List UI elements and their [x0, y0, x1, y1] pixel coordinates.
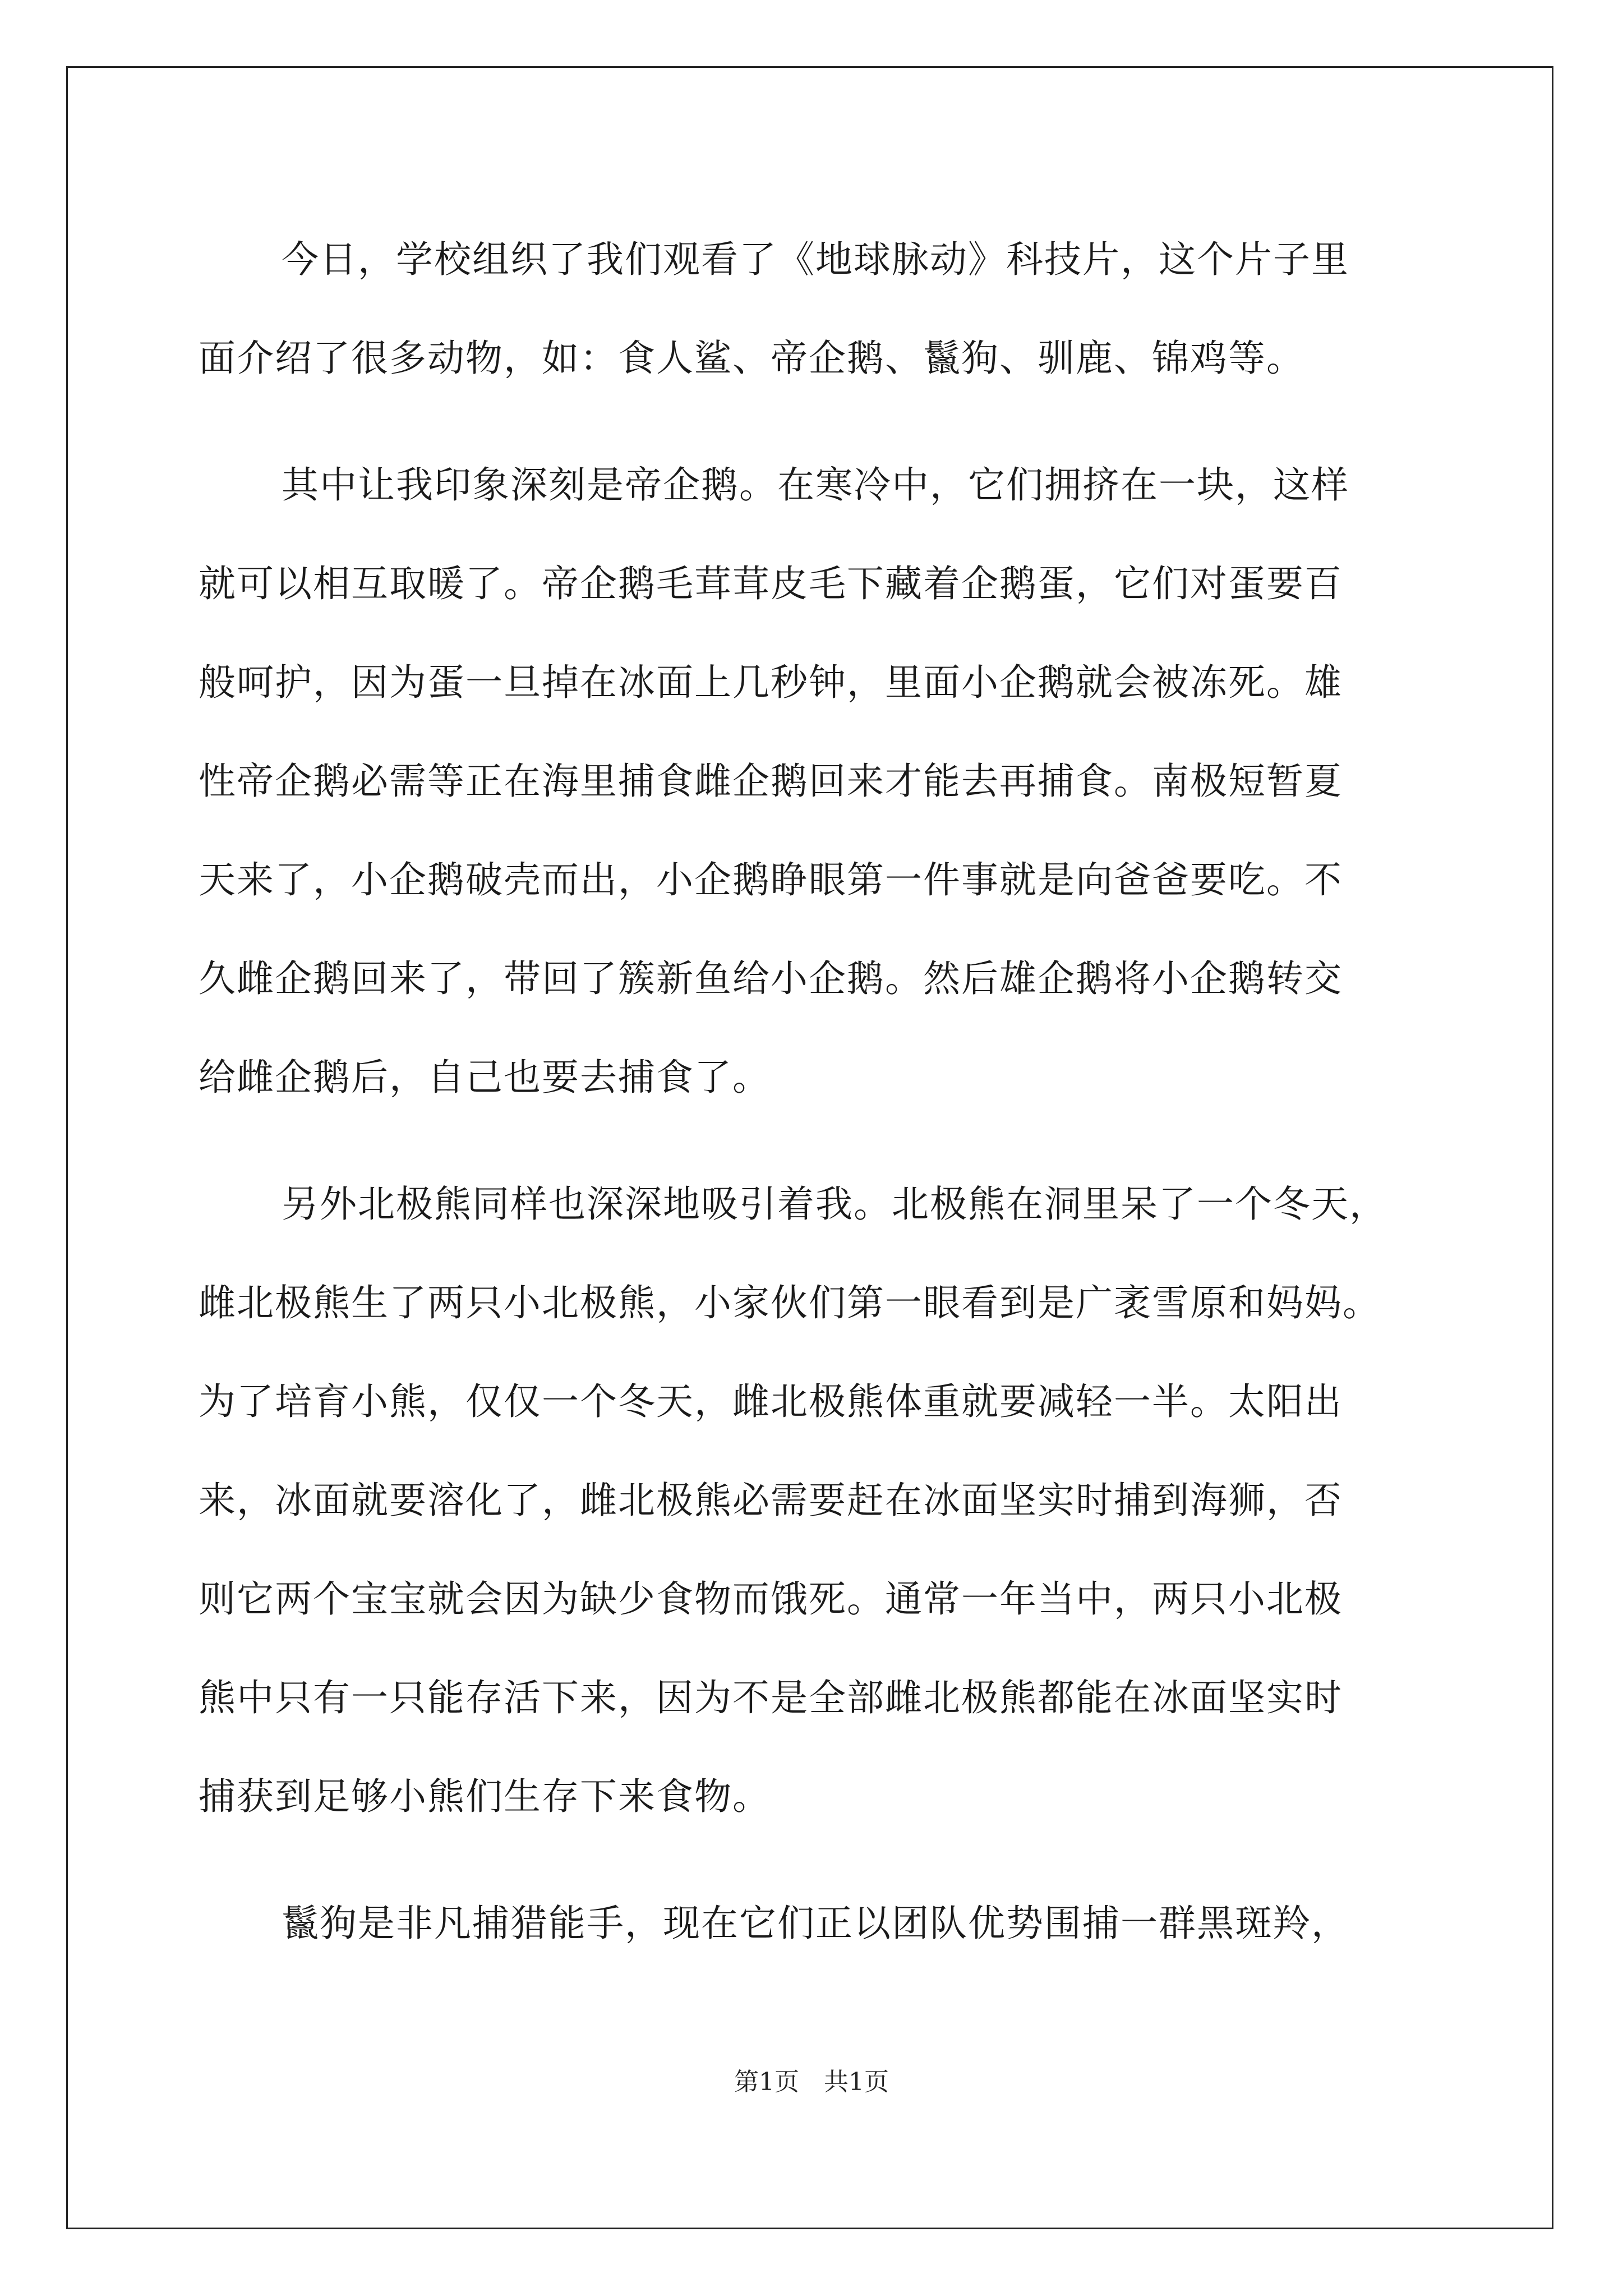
text-line: 面介绍了很多动物，如：食人鲨、帝企鹅、鬣狗、驯鹿、锦鸡等。 [199, 337, 1304, 380]
text-line: 般呵护，因为蛋一旦掉在冰面上几秒钟，里面小企鹅就会被冻死。雄 [199, 661, 1343, 704]
text-line: 为了培育小熊，仅仅一个冬天，雌北极熊体重就要减轻一半。太阳出 [199, 1380, 1343, 1423]
text-line: 捕获到足够小熊们生存下来食物。 [199, 1775, 771, 1818]
paragraph-1 [199, 210, 1432, 408]
text-line: 天来了，小企鹅破壳而出，小企鹅睁眼第一件事就是向爸爸要吃。不 [199, 858, 1343, 901]
text-line: 熊中只有一只能存活下来，因为不是全部雌北极熊都能在冰面坚实时 [199, 1676, 1343, 1719]
text-line: 久雌企鹅回来了，带回了簇新鱼给小企鹅。然后雄企鹅将小企鹅转交 [199, 957, 1343, 1000]
paragraph-2 [199, 436, 1432, 1127]
text-line: 雌北极熊生了两只小北极熊，小家伙们第一眼看到是广袤雪原和妈妈。 [199, 1281, 1381, 1324]
text-line: 鬣狗是非凡捕猎能手，现在它们正以团队优势围捕一群黑斑羚， [282, 1902, 1349, 1945]
text-line: 来，冰面就要溶化了，雌北极熊必需要赶在冰面坚实时捕到海狮，否 [199, 1479, 1343, 1522]
text-line: 今日，学校组织了我们观看了《地球脉动》科技片，这个片子里 [282, 238, 1349, 281]
page-number-footer: 第1页 共1页 [734, 2068, 889, 2096]
document-body [199, 210, 1432, 1973]
text-line: 性帝企鹅必需等正在海里捕食雌企鹅回来才能去再捕食。南极短暂夏 [199, 760, 1343, 803]
paragraph-4 [199, 1874, 1432, 1973]
text-line: 则它两个宝宝就会因为缺少食物而饿死。通常一年当中，两只小北极 [199, 1577, 1343, 1621]
text-line: 另外北极熊同样也深深地吸引着我。北极熊在洞里呆了一个冬天， [282, 1182, 1387, 1226]
paragraph-3 [199, 1155, 1432, 1846]
text-line: 给雌企鹅后，自己也要去捕食了。 [199, 1056, 771, 1099]
text-line: 就可以相互取暖了。帝企鹅毛茸茸皮毛下藏着企鹅蛋，它们对蛋要百 [199, 562, 1343, 605]
text-line: 其中让我印象深刻是帝企鹅。在寒冷中，它们拥挤在一块，这样 [282, 463, 1349, 507]
